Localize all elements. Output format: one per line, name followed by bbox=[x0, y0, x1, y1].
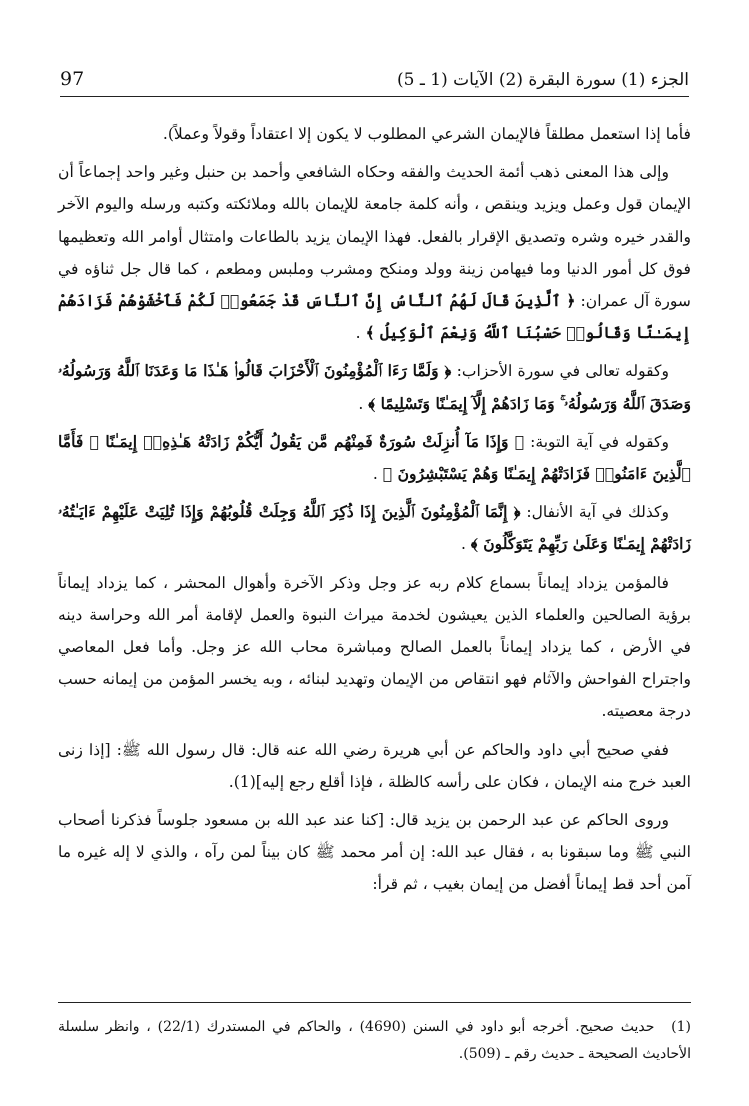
header-title: الجزء (1) سورة البقرة (2) الآيات (1 ـ 5) bbox=[397, 70, 689, 90]
paragraph-text: فالمؤمن يزداد إيماناً بسماع كلام ربه عز وجل وذكر الآخرة وأهوال المحشر ، كما يزداد إيماناً برؤية الصالحين والعلماء الذين يعيشون لخدمة ميراث النبوة والعمل لإقامة أمر الله وحراسة دينه في الأرض ، كما يزداد إيماناً بالعمل الصالح ومباشرة محاب الله عز وجل. وأما فعل المعاصي واجتراح الفواحش والآثام فهو انتقاص من الإيمان وتهديد لبنائه ، وبه يخسر المؤمن من إيمانه حسب درجة معصيته. bbox=[58, 573, 691, 721]
footnote bbox=[58, 1014, 691, 1068]
paragraph bbox=[58, 734, 691, 798]
paragraph bbox=[58, 804, 691, 901]
paragraph bbox=[58, 118, 691, 150]
paragraph-text: فأما إذا استعمل مطلقاً فالإيمان الشرعي المطلوب لا يكون إلا اعتقاداً وقولاً وعملاً). bbox=[162, 125, 691, 143]
paragraph bbox=[58, 567, 691, 728]
quran-verse: ﴿ إِنَّمَا ٱلْمُؤْمِنُونَ ٱلَّذِينَ إِذَا ذُكِرَ ٱللَّهُ وَجِلَتْ قُلُوبُهُمْ وَإِذَا تُلِيَتْ عَلَيْهِمْ ءَايَـٰتُهُۥ زَادَتْهُمْ إِيمَـٰنًا وَعَلَىٰ رَبِّهِمْ يَتَوَكَّلُونَ ﴾ bbox=[58, 502, 691, 554]
footnote-text: حديث صحيح. أخرجه أبو داود في السنن (4690) ، والحاكم في المستدرك (22/1) ، وانظر سلسلة الأحاديث الصحيحة ـ حديث رقم ـ (509). bbox=[58, 1019, 691, 1062]
page-body bbox=[58, 118, 691, 907]
quran-verse: ﴿ وَإِذَا مَآ أُنزِلَتْ سُورَةٌ فَمِنْهُم مَّن يَقُولُ أَيُّكُمْ زَادَتْهُ هَـٰذِهِۦٓ إِيمَـٰنًا ۚ فَأَمَّا ٱلَّذِينَ ءَامَنُوا۟ فَزَادَتْهُمْ إِيمَـٰنًا وَهُمْ يَسْتَبْشِرُونَ ﴾ bbox=[58, 431, 691, 484]
footnote-separator bbox=[58, 1002, 691, 1003]
paragraph-text: وكقوله في آية التوبة: bbox=[530, 432, 669, 451]
paragraph-end: . bbox=[358, 394, 369, 413]
paragraph-text: وروى الحاكم عن عبد الرحمن بن يزيد قال: [كنا عند عبد الله بن مسعود جلوساً فذكرنا أصحاب النبي ﷺ وما سبقونا به ، فقال عبد الله: إن أمر محمد ﷺ كان بيناً لمن رآه ، والذي لا إله غيره ما آمن أحد قط إيماناً أفضل من إيمان بغيب ، ثم قرأ: bbox=[58, 811, 691, 894]
page-number: 97 bbox=[60, 68, 85, 90]
quran-verse: ﴿ وَلَمَّا رَءَا ٱلْمُؤْمِنُونَ ٱلْأَحْزَابَ قَالُوا۟ هَـٰذَا مَا وَعَدَنَا ٱللَّهُ وَرَسُولُهُۥ وَصَدَقَ ٱللَّهُ وَرَسُولُهُۥ ۚ وَمَا زَادَهُمْ إِلَّآ إِيمَـٰنًا وَتَسْلِيمًا ﴾ bbox=[58, 361, 691, 413]
paragraph bbox=[58, 355, 691, 419]
footnote-number: (1) bbox=[671, 1019, 691, 1035]
quran-verse: ﴿ ٱلَّذِينَ قَالَ لَهُمُ ٱلنَّاسُ إِنَّ ٱلنَّاسَ قَدْ جَمَعُوا۟ لَكُمْ فَٱخْشَوْهُمْ فَزَادَهُمْ إِيمَـٰنًا وَقَالُوا۟ حَسْبُنَا ٱللَّهُ وَنِعْمَ ٱلْوَكِيلُ ﴾ bbox=[58, 291, 691, 343]
paragraph-text: وكقوله تعالى في سورة الأحزاب: bbox=[456, 362, 669, 381]
paragraph-end: . bbox=[372, 465, 383, 484]
paragraph-text: وإلى هذا المعنى ذهب أئمة الحديث والفقه وحكاه الشافعي وأحمد بن حنبل وغير واحد إجماعاً أن الإيمان قول وعمل ويزيد وينقص ، وأنه كلمة جامعة للإيمان بالله وملائكته وكتبه ورسله واليوم الآخر والقدر خيره وشره وتصديق الإقرار بالفعل. فهذا الإيمان يزيد بالطاعات وامتثال أوامر الله وتعظيمها فوق كل أمور الدنيا وما فيهامن زينة وولد ومنكح ومشرب وملبس ومطعم ، كما قال جل ثناؤه في سورة آل عمران: bbox=[58, 163, 691, 311]
paragraph-end: . bbox=[460, 535, 471, 554]
paragraph-text: وكذلك في آية الأنفال: bbox=[526, 503, 669, 522]
paragraph-end: . bbox=[355, 324, 366, 343]
running-header bbox=[60, 60, 689, 97]
paragraph bbox=[58, 426, 691, 490]
paragraph-text: ففي صحيح أبي داود والحاكم عن أبي هريرة رضي الله عنه قال: قال رسول الله ﷺ: [إذا زنى العبد خرج منه الإيمان ، فكان على رأسه كالظلة ، فإذا أقلع رجع إليه](1). bbox=[58, 740, 691, 791]
paragraph bbox=[58, 156, 691, 349]
paragraph bbox=[58, 496, 691, 560]
